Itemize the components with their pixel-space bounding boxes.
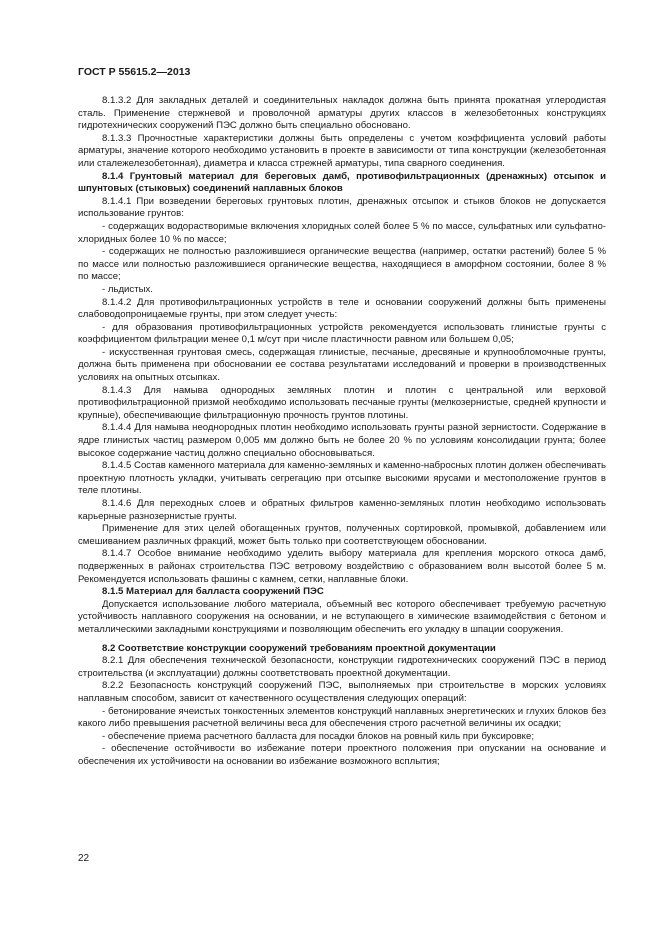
paragraph-ballast: Допускается использование любого материала, объемный вес которого обеспечивает требуемую расчетную устойчивость наплавного сооружения на основании, и не вступающего в химические взаимодействия с бетоном и металлическими закладными конструкциями и позволяющим обеспечить его укладку в шпации сооружения. — [78, 598, 606, 635]
list-item: - обеспечение приема расчетного балласта для посадки блоков на ровный киль при буксировке; — [102, 730, 534, 742]
list-item: - искусственная грунтовая смесь, содержащая глинистые, песчаные, дресвяные и крупнообломочные грунты, должна быть применена при обосновании ее состава результатами исследований и проверки в производственных условиях на опытных отсыпках. — [78, 346, 606, 384]
document-body — [78, 95, 606, 768]
paragraph-8-1-4-6: 8.1.4.6 Для переходных слоев и обратных фильтров каменно-земляных плотин необходимо использовать карьерные разнозернистые грунты. — [78, 498, 606, 522]
heading-8-1-5: 8.1.5 Материал для балласта сооружений ПЭС — [102, 586, 324, 598]
paragraph-application: Применение для этих целей обогащенных грунтов, полученных сортировкой, промывкой, добавлением или смешиванием различных фракций, может быть только при соответствующем обосновании. — [78, 523, 606, 547]
list-item: - обеспечение остойчивости во избежание потери проектного положения при опускании на основание и обеспечения их устойчивости на основании во избежание возможного всплытия; — [78, 743, 606, 767]
paragraph-8-1-4-4: 8.1.4.4 Для намыва неоднородных плотин необходимо использовать грунты разной зернистости. Содержание в ядре глинистых частиц размером 0,005 мм должно быть не более 20 % по условиям консолидации грунта; более высокое содержание частиц должно специально обосновываться. — [78, 422, 606, 459]
paragraph-8-2-1: 8.2.1 Для обеспечения технической безопасности, конструкции гидротехнических сооружений ПЭС в период строительства (и эксплуатации) должны соответствовать проектной документации. — [78, 655, 606, 679]
paragraph-8-1-4-5: 8.1.4.5 Состав каменного материала для каменно-земляных и каменно-набросных плотин должен обеспечивать проектную плотность укладки, учитывать сегрегацию при отсыпке высокими ярусами и местоположение грунтов в теле плотины. — [78, 460, 606, 497]
paragraph-8-1-4-1: 8.1.4.1 При возведении береговых грунтовых плотин, дренажных отсыпок и стыков блоков не допускается использование грунтов: — [78, 195, 606, 220]
heading-8-2: 8.2 Соответствие конструкции сооружений требованиям проектной документации — [102, 642, 496, 654]
paragraph-8-1-4-3: 8.1.4.3 Для намыва однородных земляных плотин и плотин с центральной или верховой противофильтрационной призмой необходимо использовать песчаные грунты (мелкозернистые, средней крупности и крупные), обеспечивающие фильтрационную прочность грунтов плотины. — [78, 384, 606, 421]
paragraph-8-1-3-3: 8.1.3.3 Прочностные характеристики должны быть определены с учетом коэффициента условий работы арматуры, значение которого необходимо установить в проекте в зависимости от типа конструкции (железобетонная или сталежелезобетонная), диаметра и класса стрежней арматуры, типа сварного соединения. — [78, 132, 606, 169]
list-item: - бетонирование ячеистых тонкостенных элементов конструкций наплавных энергетических и глухих блоков без какого либо превышения расчетной величины веса для обеспечения строго расчетной величины их осадки; — [78, 705, 606, 730]
paragraph-8-2-2: 8.2.2 Безопасность конструкций сооружений ПЭС, выполняемых при строительстве в морских условиях наплавным способом, зависит от качественного осуществления следующих операций: — [78, 680, 606, 704]
heading-8-1-4: 8.1.4 Грунтовый материал для береговых дамб, противофильтрационных (дренажных) отсыпок и шпунтовых (стыковых) соединений наплавных блоков — [78, 170, 606, 195]
paragraph-8-1-4-2: 8.1.4.2 Для противофильтрационных устройств в теле и основании сооружений должны быть применены слабоводопроницаемые грунты, при этом следует учесть: — [78, 296, 606, 321]
list-item: - содержащих не полностью разложившиеся органические вещества (например, остатки растений) более 5 % по массе или полностью разложившиеся органические вещества, находящиеся в аморфном состоянии, более 8 % по массе; — [78, 246, 606, 283]
page-number: 22 — [78, 853, 90, 864]
paragraph-8-1-3-2: 8.1.3.2 Для закладных деталей и соединительных накладок должна быть принята прокатная углеродистая сталь. Применение стержневой и проволочной арматуры других классов в железобетонных конструкциях гидротехнических сооружений ПЭС должно быть специально обосновано. — [78, 95, 606, 132]
list-item: - для образования противофильтрационных устройств рекомендуется использовать глинистые грунты с коэффициентом фильтрации менее 0,1 м/сут при числе пластичности равном или большем 0,05; — [78, 321, 606, 346]
paragraph-8-1-4-7: 8.1.4.7 Особое внимание необходимо уделить выбору материала для крепления морского откоса дамб, подверженных в районах строительства ПЭС ветровому воздействию с образованием волн высотой более 5 м. Рекомендуется использовать фашины с камнем, сетки, наплавные блоки. — [78, 548, 606, 585]
list-item: - льдистых. — [102, 283, 153, 295]
document-header: ГОСТ Р 55615.2—2013 — [78, 66, 191, 78]
list-item: - содержащих водорастворимые включения хлоридных солей более 5 % по массе, сульфатных или сульфатно-хлоридных более 10 % по массе; — [78, 220, 606, 245]
